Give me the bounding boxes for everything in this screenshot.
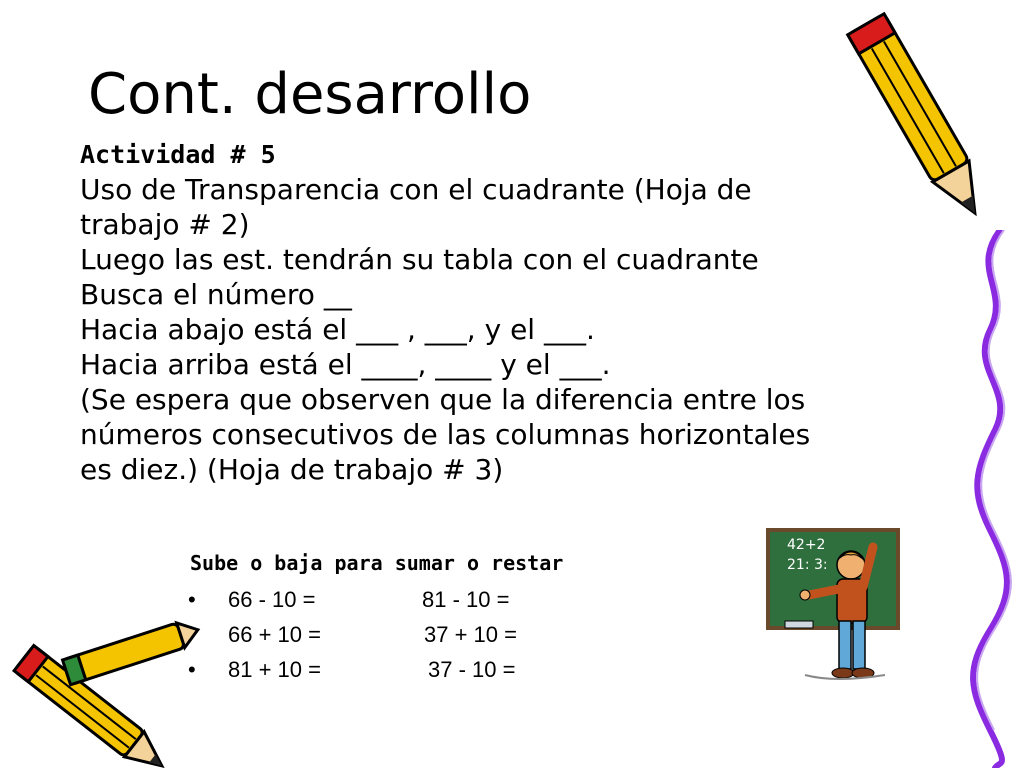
exercise-right: 37 + 10 = bbox=[424, 622, 517, 647]
bullet-icon: • bbox=[188, 587, 196, 612]
chalkboard-text: 21: 3: bbox=[787, 557, 828, 573]
body-line: Busca el número __ bbox=[80, 278, 352, 311]
body-line: (Se espera que observen que la diferencia entre los bbox=[80, 383, 806, 416]
body-line: es diez.) (Hoja de trabajo # 3) bbox=[80, 453, 504, 486]
body-line: Hacia arriba está el ____, ____ y el ___. bbox=[80, 348, 611, 381]
chalkboard-text: 42+2 bbox=[787, 537, 826, 553]
pencil-icon bbox=[840, 0, 1000, 245]
exercise-right: 37 - 10 = bbox=[428, 657, 516, 682]
exercise-right: 81 - 10 = bbox=[422, 587, 510, 612]
child-at-chalkboard-icon bbox=[765, 525, 905, 685]
exercise-left: 81 + 10 = bbox=[228, 657, 321, 682]
slide-body bbox=[80, 137, 910, 487]
pencil-icon bbox=[0, 615, 210, 768]
slide-title: Cont. desarrollo bbox=[88, 62, 532, 127]
body-line: Luego las est. tendrán su tabla con el cuadrante bbox=[80, 243, 759, 276]
exercise-heading: Sube o baja para sumar o restar bbox=[190, 551, 564, 575]
purple-squiggle-line bbox=[960, 230, 1024, 768]
activity-heading: Actividad # 5 bbox=[80, 140, 276, 169]
exercise-left: 66 + 10 = bbox=[228, 622, 321, 647]
body-line: Uso de Transparencia con el cuadrante (Hoja de bbox=[80, 173, 752, 206]
body-line: números consecutivos de las columnas horizontales bbox=[80, 418, 811, 451]
body-line: Hacia abajo está el ___ , ___, y el ___. bbox=[80, 313, 595, 346]
bullet-icon: • bbox=[188, 657, 196, 682]
body-line: trabajo # 2) bbox=[80, 208, 250, 241]
exercise-left: 66 - 10 = bbox=[228, 587, 316, 612]
